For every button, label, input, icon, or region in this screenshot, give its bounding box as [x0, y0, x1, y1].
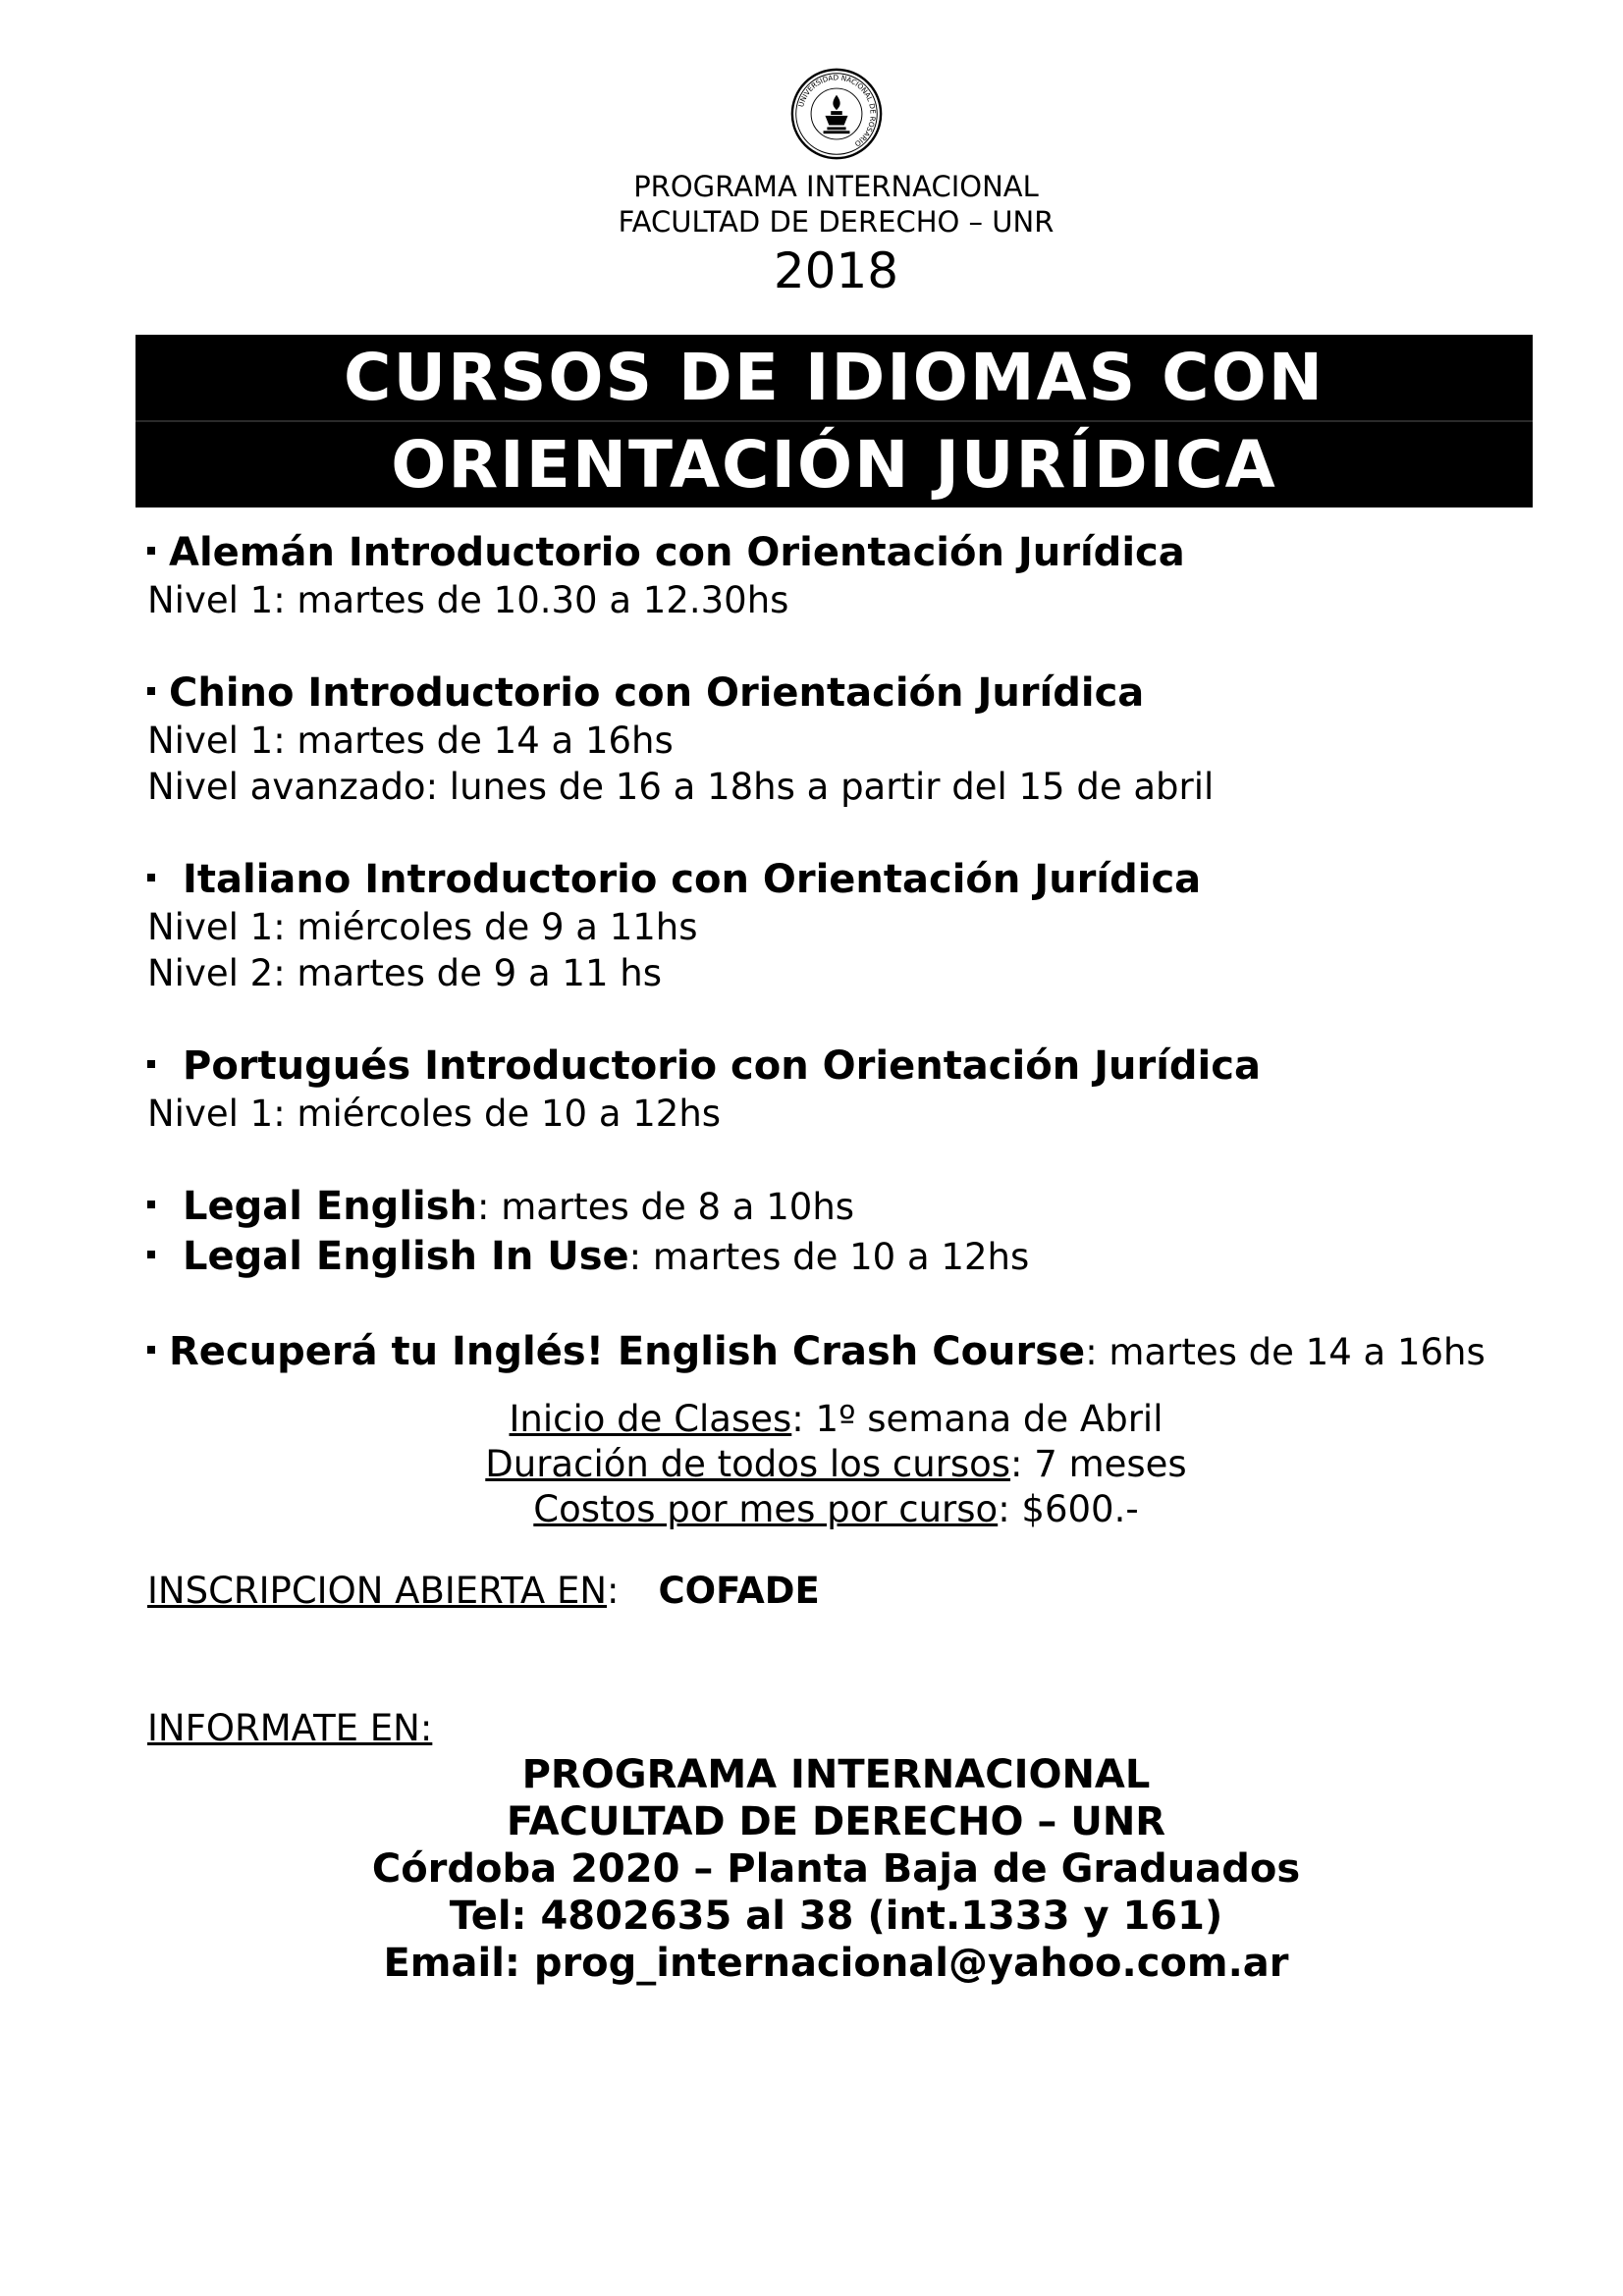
course-schedule: : martes de 14 a 16hs	[1085, 1331, 1486, 1373]
course-item-aleman	[147, 528, 1522, 623]
course-schedule: Nivel avanzado: lunes de 16 a 18hs a partir del 15 de abril	[147, 766, 1215, 808]
banner-title-line-1: CURSOS DE IDIOMAS CON	[135, 335, 1533, 422]
course-item-chino	[147, 668, 1522, 810]
bullet-icon	[147, 1346, 155, 1354]
bullet-icon	[147, 1201, 155, 1208]
header-year: 2018	[773, 242, 899, 299]
header-program: PROGRAMA INTERNACIONAL	[633, 170, 1039, 203]
contact-phone: Tel: 4802635 al 38 (int.1333 y 161)	[449, 1894, 1223, 1939]
info-label: Costos por mes por curso	[533, 1488, 999, 1530]
course-item-crash-course	[147, 1327, 1522, 1377]
course-schedule: Nivel 1: miércoles de 9 a 11hs	[147, 906, 698, 948]
course-item-legal-english	[147, 1182, 1522, 1232]
inscription-line	[147, 1569, 820, 1614]
course-item-italiano	[147, 855, 1522, 996]
course-list	[147, 528, 1522, 1377]
contact-program: PROGRAMA INTERNACIONAL	[521, 1752, 1151, 1797]
bullet-icon	[147, 1251, 155, 1258]
course-title: Portugués Introductorio con Orientación Jurídica	[147, 1041, 1522, 1091]
course-item-portugues	[147, 1041, 1522, 1137]
bullet-icon	[147, 874, 155, 881]
contact-address: Córdoba 2020 – Planta Baja de Graduados	[371, 1846, 1301, 1892]
info-value: : $600.-	[998, 1488, 1139, 1530]
course-schedule: Nivel 1: martes de 10.30 a 12.30hs	[147, 579, 789, 621]
course-schedule: Nivel 1: miércoles de 10 a 12hs	[147, 1093, 722, 1135]
contact-email: Email: prog_internacional@yahoo.com.ar	[383, 1941, 1289, 1986]
info-start	[0, 1397, 1623, 1442]
header	[0, 147, 1623, 302]
course-item-legal-english-in-use	[147, 1232, 1522, 1282]
header-faculty: FACULTAD DE DERECHO – UNR	[618, 205, 1055, 239]
bullet-icon	[147, 547, 155, 555]
contact-info	[0, 1751, 1623, 1987]
course-name: Legal English In Use	[183, 1234, 629, 1279]
banner-title-line-2: ORIENTACIÓN JURÍDICA	[391, 427, 1277, 503]
bullet-icon	[147, 687, 155, 695]
course-schedule: : martes de 10 a 12hs	[628, 1236, 1030, 1278]
info-value: : 1º semana de Abril	[791, 1398, 1163, 1440]
inscription-label: INSCRIPCION ABIERTA EN	[147, 1570, 608, 1612]
course-title: Chino Introductorio con Orientación Jurídica	[147, 668, 1522, 718]
course-title: Alemán Introductorio con Orientación Jurídica	[147, 528, 1522, 577]
info-label: Inicio de Clases	[509, 1398, 792, 1440]
course-title: Italiano Introductorio con Orientación Jurídica	[147, 855, 1522, 904]
course-info	[0, 1397, 1623, 1532]
info-value: : 7 meses	[1010, 1443, 1187, 1485]
svg-text:UNIVERSIDAD NACIONAL DE ROSARI: UNIVERSIDAD NACIONAL DE ROSARIO	[796, 73, 878, 149]
inscription-separator: :	[607, 1570, 620, 1612]
course-name: Recuperá tu Inglés! English Crash Course	[169, 1329, 1086, 1374]
informate-label: INFORMATE EN:	[147, 1707, 433, 1749]
course-schedule: Nivel 1: martes de 14 a 16hs	[147, 720, 674, 762]
course-schedule: : martes de 8 a 10hs	[477, 1186, 855, 1228]
info-cost	[0, 1487, 1623, 1532]
info-duration	[0, 1442, 1623, 1487]
course-schedule: Nivel 2: martes de 9 a 11 hs	[147, 952, 662, 994]
contact-faculty: FACULTAD DE DERECHO – UNR	[506, 1799, 1166, 1844]
inscription-place: COFADE	[658, 1570, 820, 1612]
info-label: Duración de todos los cursos	[485, 1443, 1011, 1485]
bullet-icon	[147, 1060, 155, 1068]
header-dash: -	[832, 145, 840, 170]
title-banner	[135, 335, 1533, 507]
course-name: Legal English	[183, 1184, 478, 1229]
